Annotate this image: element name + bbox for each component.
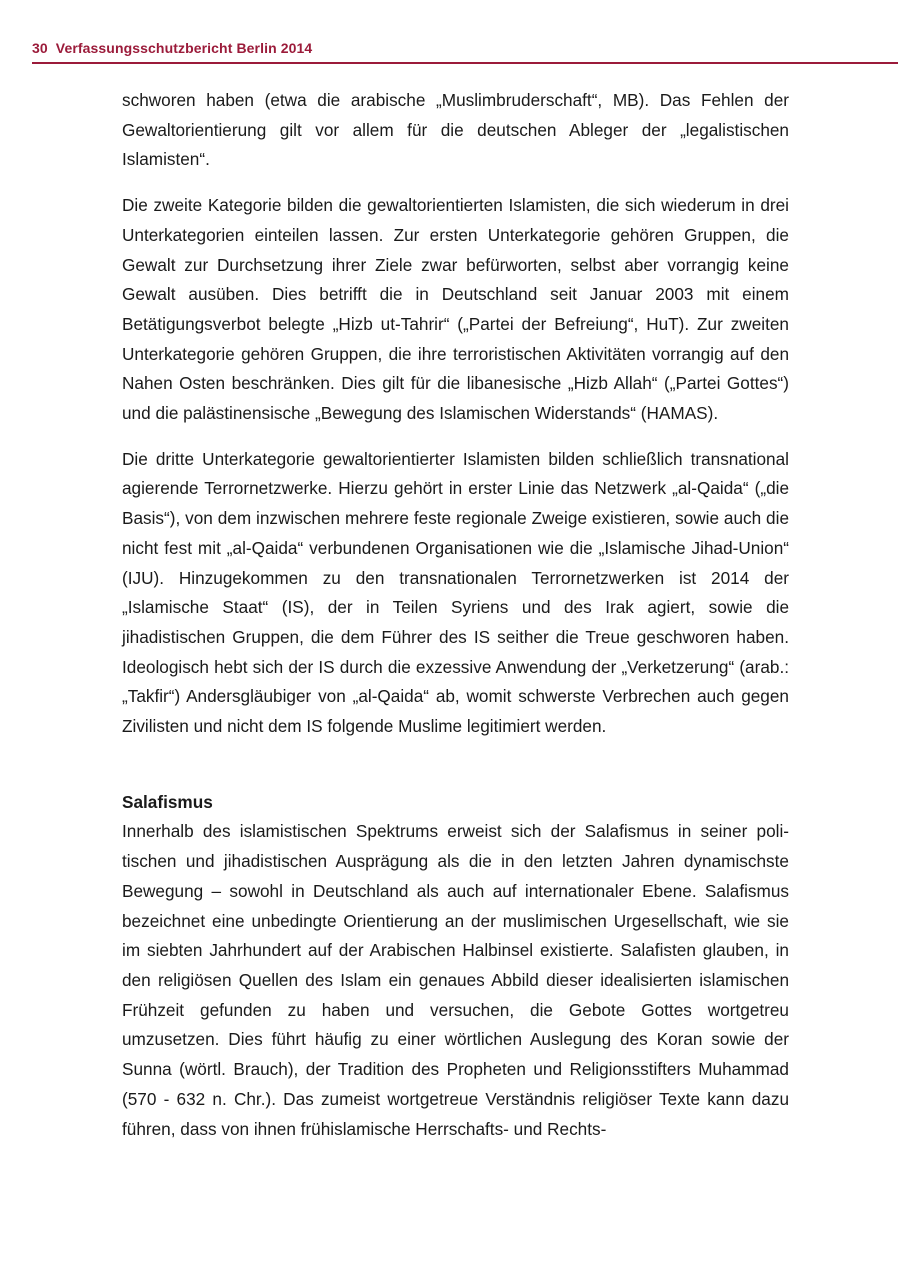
page-header [32, 40, 898, 66]
running-header [32, 40, 312, 56]
main-content [122, 86, 789, 1144]
header-title: Verfassungsschutzbericht Berlin 2014 [55, 40, 313, 56]
paragraph-salafismus: Innerhalb des islamistischen Spektrums erweist sich der Salafismus in seiner politischen und jihadistischen Ausprägung als die in den letzten Jahren dynamischste Bewegung – sowohl in Deutschland als auch auf internationaler Ebene. Salafismus bezeichnet eine unbedingte Orientierung an der muslimischen Urgesellschaft, wie sie im siebten Jahrhundert auf der Arabischen Halbinsel existierte. Salafisten glauben, in den religiösen Quellen des Islam ein genaues Abbild dieser idealisierten islamischen Frühzeit gefunden zu haben und versuchen, die Gebote Gottes wortgetreu umzusetzen. Dies führt häufig zu einer wörtlichen Auslegung des Koran sowie der Sunna (wörtl. Brauch), der Tradition des Propheten und Religionsstifters Muhammad (570 - 632 n. Chr.). Das zumeist wortgetreue Verständnis religiöser Texte kann dazu führen, dass von ihnen frühislamische Herrschafts- und Rechts- [122, 821, 789, 1139]
paragraph-1: schworen haben (etwa die arabische „Muslimbruderschaft“, MB). Das Fehlen der Gewaltorientierung gilt vor allem für die deutschen Ableger der „legalistischen Islamisten“. [122, 90, 789, 170]
section-heading-salafismus: Salafismus [122, 791, 213, 812]
page-number: 30 [32, 40, 48, 56]
paragraph-2: Die zweite Kategorie bilden die gewaltorientierten Islamisten, die sich wiederum in drei Unterkategorien einteilen lassen. Zur ersten Unterkategorie gehören Gruppen, die Gewalt zur Durchsetzung ihrer Ziele zwar befürworten, selbst aber vorrangig keine Gewalt ausüben. Dies betrifft die in Deutschland seit Januar 2003 mit einem Betätigungsverbot belegte „Hizb ut-Tahrir“ („Partei der Befreiung“, HuT). Zur zweiten Unterkategorie gehören Gruppen, die ihre terroristischen Aktivitäten vorrangig auf den Nahen Osten beschränken. Dies gilt für die libanesische „Hizb Allah“ („Partei Gottes“) und die palästinensische „Bewegung des Islamischen Widerstands“ (HAMAS). [122, 195, 789, 424]
paragraph-3: Die dritte Unterkategorie gewaltorientierter Islamisten bilden schließlich transnational agierende Terrornetzwerke. Hierzu gehört in erster Linie das Netzwerk „al-Qaida“ („die Basis“), von dem inzwischen mehrere feste regionale Zweige existieren, sowie auch die nicht fest mit „al-Qaida“ verbundenen Organisationen wie die „Islamische Jihad-Union“ (IJU). Hinzugekommen zu den transnationalen Terrornetzwerken ist 2014 der „Islamische Staat“ (IS), der in Teilen Syriens und des Irak agiert, sowie die jihadistischen Gruppen, die dem Führer des IS seither die Treue geschworen haben. Ideologisch hebt sich der IS durch die exzessive Anwendung der „Verketzerung“ (arab.: „Takfir“) Andersgläubiger von „al-Qaida“ ab, womit schwerste Verbrechen auch gegen Zivilisten und nicht dem IS folgende Muslime legitimiert werden. [122, 448, 789, 737]
header-rule [32, 62, 898, 64]
